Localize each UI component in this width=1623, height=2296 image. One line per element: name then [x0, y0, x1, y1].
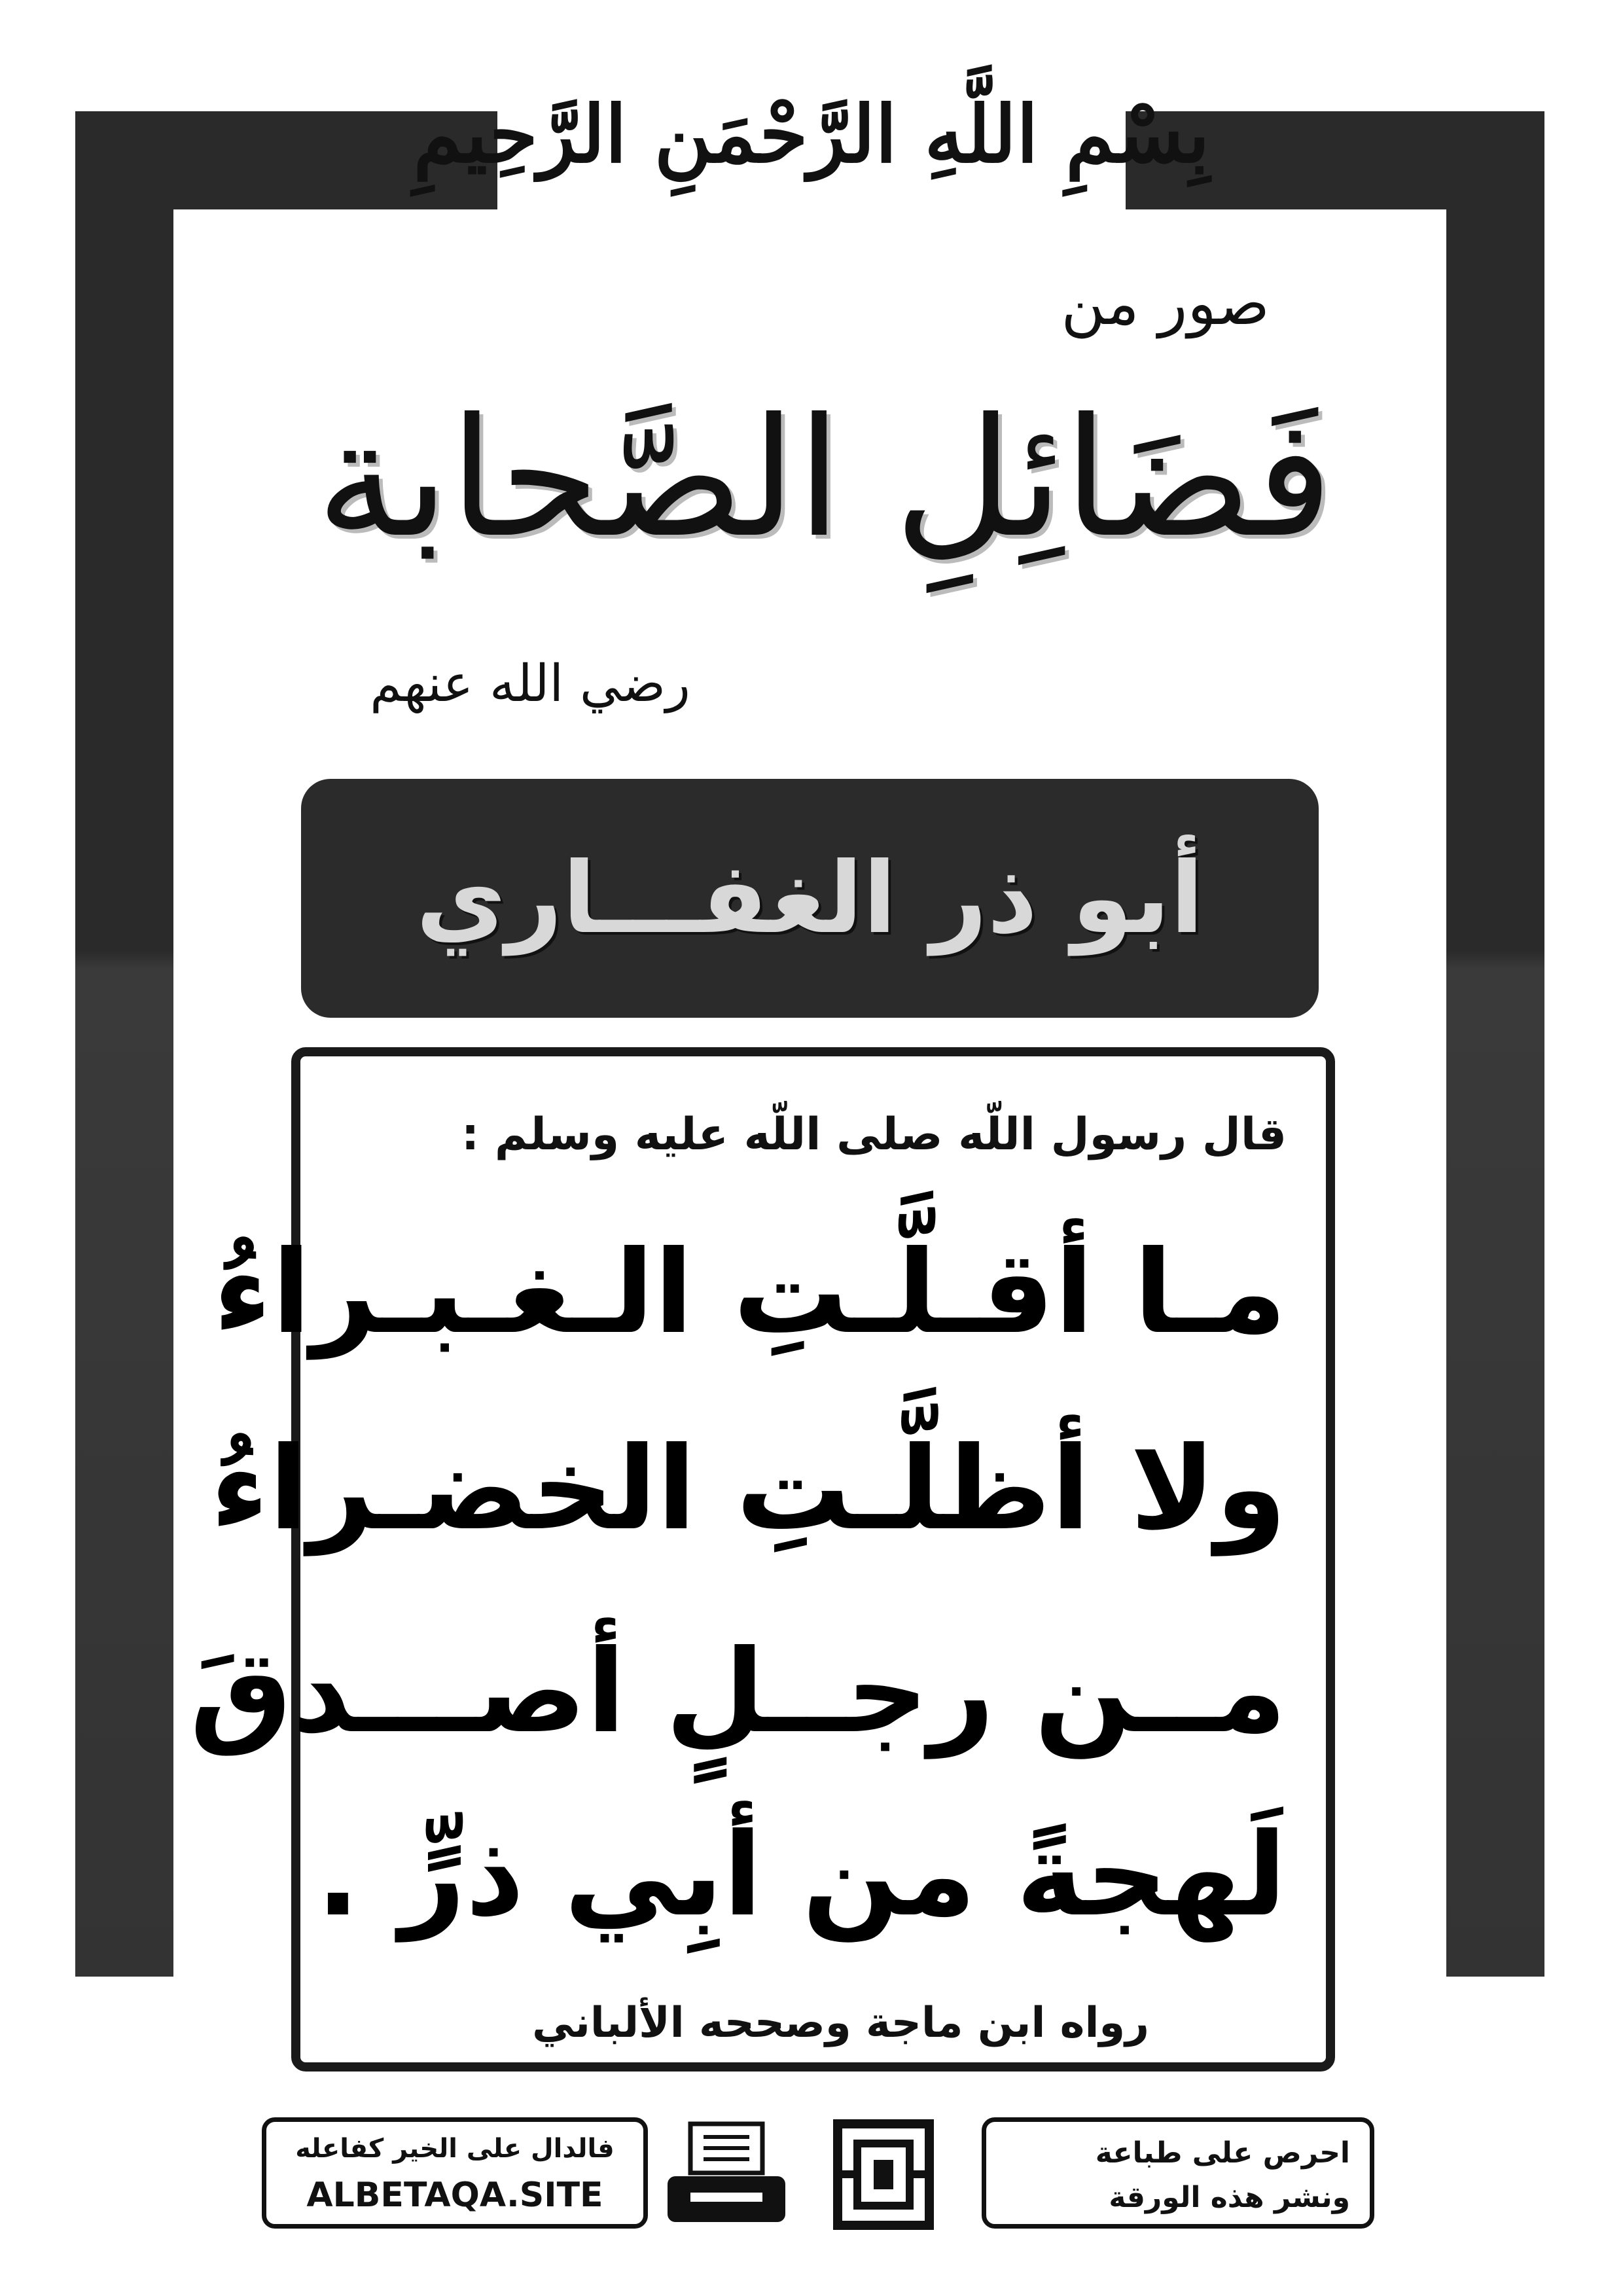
- hadith-line: مــن رجــلٍ أصـــدقَ: [189, 1626, 1287, 1759]
- hadith-line: لَهجةً من أبِي ذرٍّ .: [316, 1809, 1287, 1942]
- footer-print-box: [982, 2117, 1374, 2229]
- hadith-box: [189, 1047, 1335, 2072]
- hadith-line: مـا أقـلَّـتِ الـغـبـراءُ: [213, 1227, 1287, 1359]
- footer-print-line2: ونشر هذه الورقة: [1109, 2181, 1350, 2214]
- basmala: بِسْمِ اللَّهِ الرَّحْمَنِ الرَّحِيمِ: [413, 88, 1210, 181]
- hadith-source: رواه ابن ماجة وصححه الألباني: [532, 1999, 1149, 2047]
- dawat-alwaraqa-logo: [831, 2117, 936, 2232]
- footer-website[interactable]: ALBETAQA.SITE: [306, 2176, 603, 2215]
- page-title: فَضَائِلِ الصَّحابة: [315, 382, 1334, 573]
- printer-icon: [664, 2121, 789, 2229]
- name-banner: [301, 779, 1319, 1018]
- footer-print-line1: احرص على طباعة: [1095, 2136, 1350, 2170]
- hadith-intro: قال رسول اللّه صلى اللّه عليه وسلم :: [461, 1109, 1287, 1160]
- footer-website-box: [262, 2117, 648, 2229]
- hadith-line: ولا أظلَّـتِ الخضـراءُ: [210, 1423, 1287, 1556]
- footer: [262, 2117, 1374, 2232]
- series-prefix: صور من: [1061, 268, 1270, 338]
- footer-saying: فالدال على الخير كفاعله: [295, 2134, 615, 2164]
- companion-name: أبو ذر الغفـــاري: [416, 841, 1204, 956]
- honorific: رضي الله عنهم: [370, 655, 690, 713]
